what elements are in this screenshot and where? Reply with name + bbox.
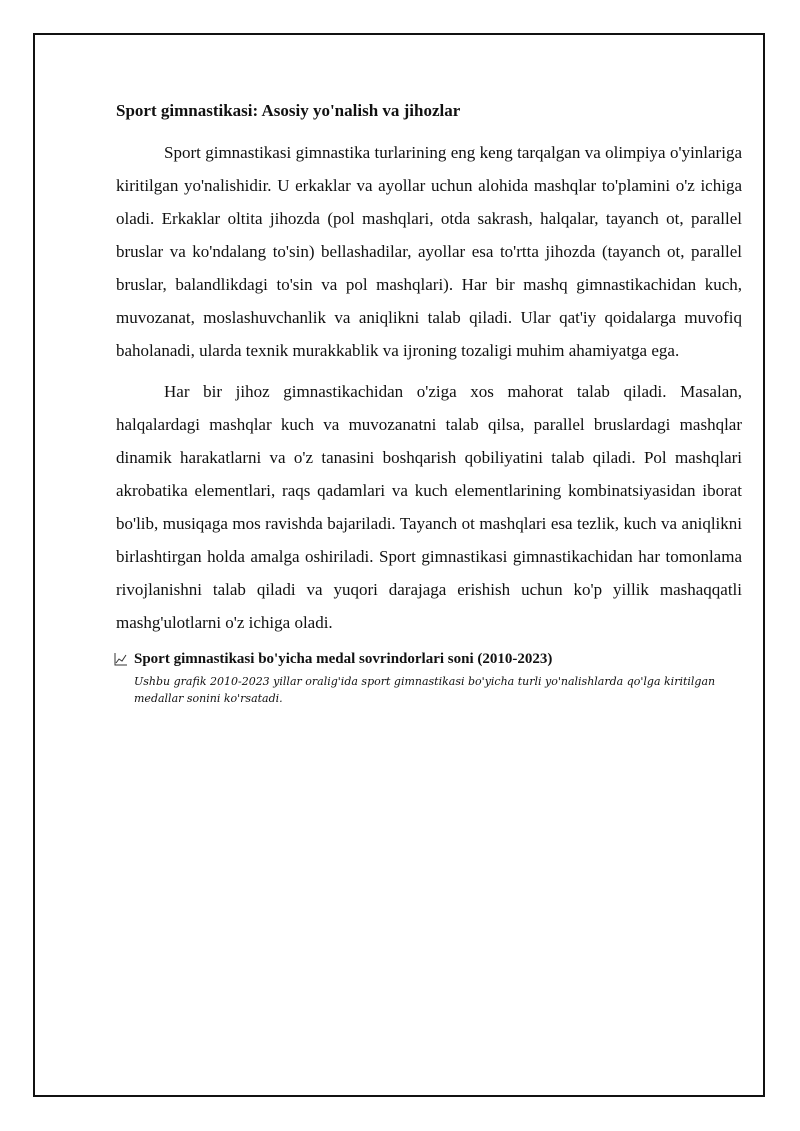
paragraph-2: Har bir jihoz gimnastikachidan o'ziga xos mahorat talab qiladi. Masalan, halqalardagi mashqlar kuch va muvozanatni talab qilsa, parallel bruslardagi mashqlar dinamik harakatlarni va o'z tanasini boshqarish qobiliyatini talab qiladi. Pol mashqlari akrobatika elementlari, raqs qadamlari va kuch elementlarining kombinatsiyasidan iborat bo'lib, musiqaga mos ravishda bajariladi. Tayanch ot mashqlari esa tezlik, kuch va aniqlikni birlashtirgan holda amalga oshiriladi. Sport gimnastikasi gimnastikachidan har tomonlama rivojlanishni talab qiladi va yuqori darajaga erishish uchun ko'p yillik mashaqqatli mashg'ulotlarni o'z ichiga oladi. [116, 382, 742, 632]
figure-title: Sport gimnastikasi bo'yicha medal sovrindorlari soni (2010-2023) [134, 651, 553, 667]
document-body [116, 100, 742, 707]
chart-line-icon [114, 652, 128, 666]
figure-title-row [114, 649, 742, 669]
figure-block [116, 649, 742, 707]
page-title: Sport gimnastikasi: Asosiy yo'nalish va jihozlar [116, 101, 461, 120]
paragraph-1: Sport gimnastikasi gimnastika turlarining eng keng tarqalgan va olimpiya o'yinlariga kiritilgan yo'nalishidir. U erkaklar va ayollar uchun alohida mashqlar to'plamini o'z ichiga oladi. Erkaklar oltita jihozda (pol mashqlari, otda sakrash, halqalar, tayanch ot, parallel bruslar va ko'ndalang to'sin) bellashadilar, ayollar esa to'rtta jihozda (tayanch ot, parallel bruslar, balandlikdagi to'sin va pol mashqlari). Har bir mashq gimnastikachidan kuch, muvozanat, moslashuvchanlik va aniqlikni talab qiladi. Ular qat'iy qoidalarga muvofiq baholanadi, ularda texnik murakkablik va ijroning tozaligi muhim ahamiyatga ega. [116, 143, 742, 360]
figure-caption: Ushbu grafik 2010-2023 yillar oralig'ida sport gimnastikasi bo'yicha turli yo'nalishlarda qo'lga kiritilgan medallar sonini ko'rsatadi. [134, 675, 716, 705]
